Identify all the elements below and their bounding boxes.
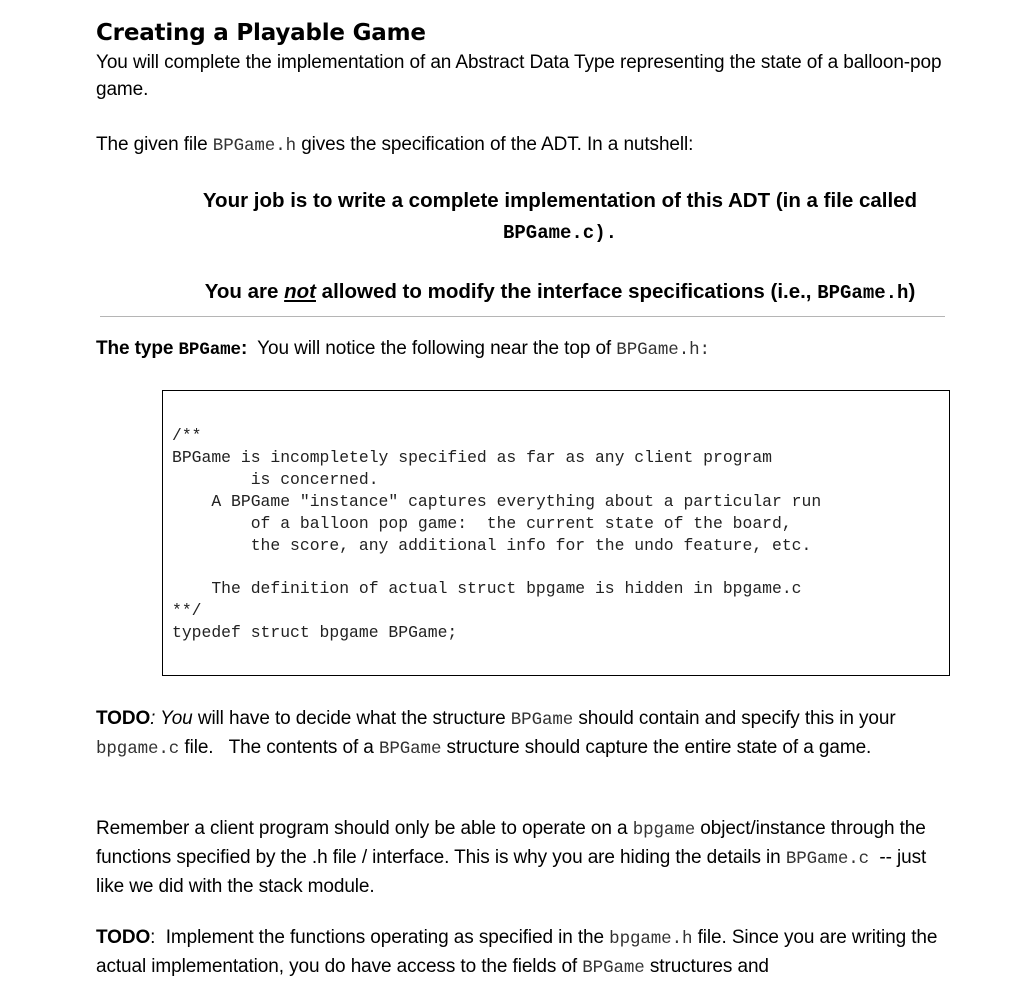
remember-paragraph xyxy=(96,815,946,900)
not-allowed-post: ) xyxy=(908,280,916,303)
not-allowed-code: BPGame.h xyxy=(817,282,909,304)
type-section-text: You will notice the following near the top of xyxy=(247,338,617,359)
todo-implement-paragraph xyxy=(96,924,946,982)
todo-label: TODO xyxy=(96,708,151,729)
job-file-code: BPGame.c). xyxy=(502,222,618,244)
remember-text-1: Remember a client program should only be able to operate on a xyxy=(96,818,633,839)
todo1-text-1: will have to decide what the structure xyxy=(192,708,511,729)
page-title: Creating a Playable Game xyxy=(96,20,426,46)
todo1-text-2: should contain and specify this in your xyxy=(573,708,896,729)
code-listing: /** BPGame is incompletely specified as far as any client program is concerned. A BPGame "instance" captures everything about a particular run of a balloon pop game: the current state of the board, the score, any additional info for the undo feature, etc. The definition of actual struct bpgame is hidden in bpgame.c **/ typedef struct bpgame BPGame; xyxy=(172,426,822,643)
remember-code-2: BPGame.c xyxy=(785,849,870,869)
todo2-code-2: BPGame xyxy=(582,958,645,978)
given-text-post: gives the specification of the ADT. In a nutshell: xyxy=(296,134,694,155)
not-emphasis: not xyxy=(284,280,316,303)
remember-code-1: bpgame xyxy=(632,820,696,840)
todo2-text-3: structures and xyxy=(644,956,769,977)
section-divider xyxy=(100,316,945,317)
given-file-paragraph xyxy=(96,131,946,160)
todo2-label: TODO xyxy=(96,927,151,948)
type-label xyxy=(96,338,247,359)
type-section-paragraph xyxy=(96,335,946,364)
type-section-file: BPGame.h: xyxy=(616,340,710,360)
not-allowed-pre: You are xyxy=(204,280,285,303)
type-label-colon: : xyxy=(240,338,248,359)
code-block xyxy=(162,390,950,676)
todo2-code-1: bpgame.h xyxy=(609,929,693,949)
given-text-pre: The given file xyxy=(96,134,213,155)
todo-you: You xyxy=(160,708,193,729)
todo1-code-1: BPGame xyxy=(510,710,574,730)
todo2-text-1: : Implement the functions operating as specified in the xyxy=(150,927,610,948)
intro-paragraph: You will complete the implementation of an Abstract Data Type representing the state of a balloon-pop game. xyxy=(96,52,942,100)
type-label-code: BPGame xyxy=(178,340,241,360)
type-label-pre: The type xyxy=(96,338,179,359)
todo1-text-3: file. The contents of a xyxy=(179,737,379,758)
todo-colon: : xyxy=(150,708,161,729)
not-allowed-mid: allowed to modify the interface specifications (i.e., xyxy=(315,280,818,303)
todo1-code-3: BPGame xyxy=(378,739,442,759)
remember-text-3: -- just like we did with the stack module. xyxy=(96,847,932,897)
todo-structure-paragraph xyxy=(96,705,946,763)
job-statement xyxy=(96,185,1024,249)
not-allowed-statement xyxy=(96,276,1024,309)
job-line-1: Your job is to write a complete implementation of this ADT (in a file called xyxy=(202,189,918,212)
todo2-text-2: file. Since you are writing the actual implementation, you do have access to the fields of xyxy=(96,927,938,977)
given-file-code: BPGame.h xyxy=(212,136,297,156)
remember-text-2: object/instance through the functions specified by the .h file / interface. This is why you are hiding the details in xyxy=(96,818,926,868)
todo1-text-4: structure should capture the entire state of a game. xyxy=(441,737,872,758)
todo1-code-2: bpgame.c xyxy=(96,739,180,759)
